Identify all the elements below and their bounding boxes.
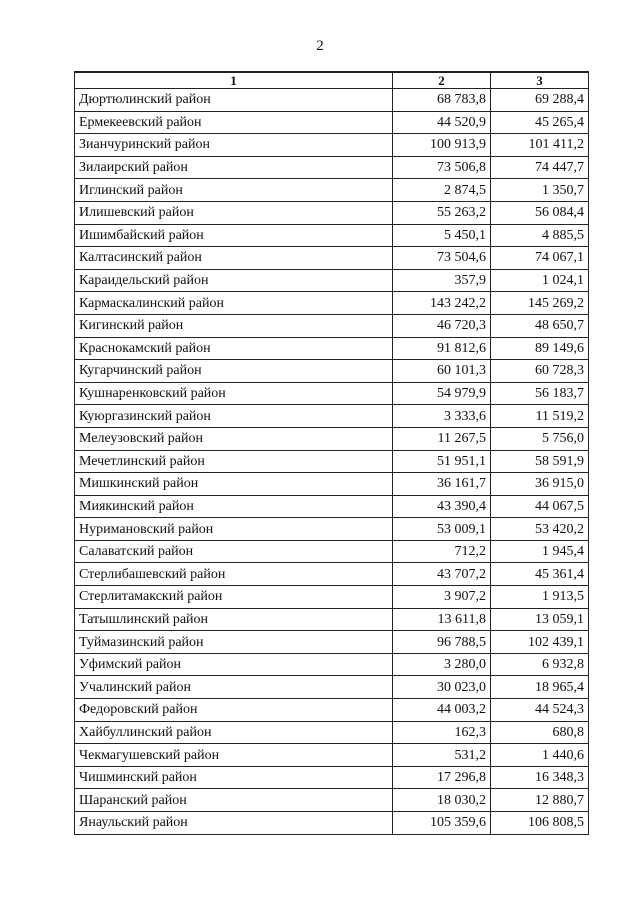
value-col-2-cell: 100 913,9 xyxy=(393,134,491,157)
value-col-2-cell: 91 812,6 xyxy=(393,337,491,360)
table-row xyxy=(75,495,589,518)
district-name-cell: Ермекеевский район xyxy=(75,111,393,134)
table-row xyxy=(75,563,589,586)
value-col-3-cell: 16 348,3 xyxy=(491,766,589,789)
district-name-cell: Стерлибашевский район xyxy=(75,563,393,586)
value-col-2-cell: 73 506,8 xyxy=(393,156,491,179)
value-col-3-cell: 5 756,0 xyxy=(491,427,589,450)
district-name-cell: Дюртюлинский район xyxy=(75,89,393,112)
value-col-2-cell: 13 611,8 xyxy=(393,608,491,631)
value-col-3-cell: 89 149,6 xyxy=(491,337,589,360)
value-col-3-cell: 74 067,1 xyxy=(491,247,589,270)
value-col-2-cell: 143 242,2 xyxy=(393,292,491,315)
value-col-3-cell: 6 932,8 xyxy=(491,653,589,676)
table-row xyxy=(75,179,589,202)
district-name-cell: Салаватский район xyxy=(75,540,393,563)
district-name-cell: Илишевский район xyxy=(75,201,393,224)
value-col-3-cell: 56 183,7 xyxy=(491,382,589,405)
table-header xyxy=(75,72,589,89)
value-col-3-cell: 1 440,6 xyxy=(491,744,589,767)
table-row xyxy=(75,337,589,360)
value-col-3-cell: 58 591,9 xyxy=(491,450,589,473)
table-row xyxy=(75,653,589,676)
district-name-cell: Ишимбайский район xyxy=(75,224,393,247)
value-col-3-cell: 680,8 xyxy=(491,721,589,744)
header-col-2: 2 xyxy=(393,72,491,89)
district-name-cell: Миякинский район xyxy=(75,495,393,518)
value-col-2-cell: 44 003,2 xyxy=(393,699,491,722)
table-row xyxy=(75,382,589,405)
table-row xyxy=(75,427,589,450)
district-name-cell: Кармаскалинский район xyxy=(75,292,393,315)
district-name-cell: Мелеузовский район xyxy=(75,427,393,450)
table-row xyxy=(75,89,589,112)
table-row xyxy=(75,224,589,247)
value-col-2-cell: 46 720,3 xyxy=(393,314,491,337)
value-col-3-cell: 1 024,1 xyxy=(491,269,589,292)
district-name-cell: Уфимский район xyxy=(75,653,393,676)
value-col-3-cell: 18 965,4 xyxy=(491,676,589,699)
page-number: 2 xyxy=(316,38,324,54)
value-col-2-cell: 73 504,6 xyxy=(393,247,491,270)
district-name-cell: Учалинский район xyxy=(75,676,393,699)
value-col-2-cell: 43 707,2 xyxy=(393,563,491,586)
district-name-cell: Кигинский район xyxy=(75,314,393,337)
value-col-2-cell: 18 030,2 xyxy=(393,789,491,812)
header-col-3: 3 xyxy=(491,72,589,89)
district-name-cell: Хайбуллинский район xyxy=(75,721,393,744)
value-col-3-cell: 69 288,4 xyxy=(491,89,589,112)
value-col-2-cell: 44 520,9 xyxy=(393,111,491,134)
district-name-cell: Куюргазинский район xyxy=(75,405,393,428)
value-col-2-cell: 3 907,2 xyxy=(393,586,491,609)
table-row xyxy=(75,744,589,767)
value-col-2-cell: 531,2 xyxy=(393,744,491,767)
district-name-cell: Туймазинский район xyxy=(75,631,393,654)
value-col-2-cell: 96 788,5 xyxy=(393,631,491,654)
table-row xyxy=(75,269,589,292)
district-name-cell: Чишминский район xyxy=(75,766,393,789)
table-row xyxy=(75,111,589,134)
value-col-2-cell: 11 267,5 xyxy=(393,427,491,450)
value-col-3-cell: 1 350,7 xyxy=(491,179,589,202)
table-row xyxy=(75,518,589,541)
district-name-cell: Янаульский район xyxy=(75,812,393,835)
value-col-3-cell: 101 411,2 xyxy=(491,134,589,157)
table-body xyxy=(75,89,589,835)
table-row xyxy=(75,586,589,609)
table-row xyxy=(75,292,589,315)
value-col-2-cell: 36 161,7 xyxy=(393,473,491,496)
value-col-3-cell: 11 519,2 xyxy=(491,405,589,428)
value-col-2-cell: 357,9 xyxy=(393,269,491,292)
value-col-3-cell: 74 447,7 xyxy=(491,156,589,179)
district-name-cell: Кушнаренковский район xyxy=(75,382,393,405)
value-col-3-cell: 56 084,4 xyxy=(491,201,589,224)
value-col-3-cell: 44 067,5 xyxy=(491,495,589,518)
value-col-3-cell: 48 650,7 xyxy=(491,314,589,337)
value-col-3-cell: 60 728,3 xyxy=(491,360,589,383)
district-name-cell: Краснокамский район xyxy=(75,337,393,360)
district-name-cell: Федоровский район xyxy=(75,699,393,722)
table-row xyxy=(75,721,589,744)
district-name-cell: Кугарчинский район xyxy=(75,360,393,383)
district-name-cell: Иглинский район xyxy=(75,179,393,202)
value-col-3-cell: 13 059,1 xyxy=(491,608,589,631)
value-col-2-cell: 43 390,4 xyxy=(393,495,491,518)
table-row xyxy=(75,314,589,337)
value-col-2-cell: 5 450,1 xyxy=(393,224,491,247)
value-col-3-cell: 12 880,7 xyxy=(491,789,589,812)
value-col-3-cell: 145 269,2 xyxy=(491,292,589,315)
district-name-cell: Чекмагушевский район xyxy=(75,744,393,767)
value-col-2-cell: 712,2 xyxy=(393,540,491,563)
value-col-3-cell: 4 885,5 xyxy=(491,224,589,247)
district-name-cell: Татышлинский район xyxy=(75,608,393,631)
value-col-2-cell: 2 874,5 xyxy=(393,179,491,202)
value-col-2-cell: 162,3 xyxy=(393,721,491,744)
value-col-2-cell: 68 783,8 xyxy=(393,89,491,112)
table-row xyxy=(75,360,589,383)
value-col-3-cell: 44 524,3 xyxy=(491,699,589,722)
table-row xyxy=(75,450,589,473)
value-col-3-cell: 53 420,2 xyxy=(491,518,589,541)
district-name-cell: Зилаирский район xyxy=(75,156,393,179)
table-row xyxy=(75,699,589,722)
table-row xyxy=(75,540,589,563)
table-row xyxy=(75,134,589,157)
value-col-2-cell: 53 009,1 xyxy=(393,518,491,541)
district-name-cell: Нуримановский район xyxy=(75,518,393,541)
district-name-cell: Мечетлинский район xyxy=(75,450,393,473)
district-name-cell: Мишкинский район xyxy=(75,473,393,496)
table-row xyxy=(75,201,589,224)
table-row xyxy=(75,473,589,496)
table-row xyxy=(75,156,589,179)
value-col-3-cell: 102 439,1 xyxy=(491,631,589,654)
value-col-3-cell: 36 915,0 xyxy=(491,473,589,496)
district-name-cell: Шаранский район xyxy=(75,789,393,812)
value-col-2-cell: 105 359,6 xyxy=(393,812,491,835)
district-name-cell: Зианчуринский район xyxy=(75,134,393,157)
district-name-cell: Караидельский район xyxy=(75,269,393,292)
value-col-3-cell: 1 913,5 xyxy=(491,586,589,609)
district-table xyxy=(74,71,589,835)
table-row xyxy=(75,608,589,631)
value-col-2-cell: 51 951,1 xyxy=(393,450,491,473)
value-col-3-cell: 106 808,5 xyxy=(491,812,589,835)
district-name-cell: Калтасинский район xyxy=(75,247,393,270)
district-name-cell: Стерлитамакский район xyxy=(75,586,393,609)
value-col-2-cell: 17 296,8 xyxy=(393,766,491,789)
value-col-3-cell: 45 361,4 xyxy=(491,563,589,586)
table-row xyxy=(75,631,589,654)
table-row xyxy=(75,812,589,835)
value-col-2-cell: 3 333,6 xyxy=(393,405,491,428)
value-col-3-cell: 45 265,4 xyxy=(491,111,589,134)
value-col-3-cell: 1 945,4 xyxy=(491,540,589,563)
header-col-1: 1 xyxy=(75,72,393,89)
value-col-2-cell: 55 263,2 xyxy=(393,201,491,224)
value-col-2-cell: 3 280,0 xyxy=(393,653,491,676)
table-row xyxy=(75,405,589,428)
value-col-2-cell: 60 101,3 xyxy=(393,360,491,383)
table-row xyxy=(75,676,589,699)
table-row xyxy=(75,789,589,812)
value-col-2-cell: 30 023,0 xyxy=(393,676,491,699)
table-row xyxy=(75,766,589,789)
value-col-2-cell: 54 979,9 xyxy=(393,382,491,405)
header-row xyxy=(75,72,589,89)
table-row xyxy=(75,247,589,270)
